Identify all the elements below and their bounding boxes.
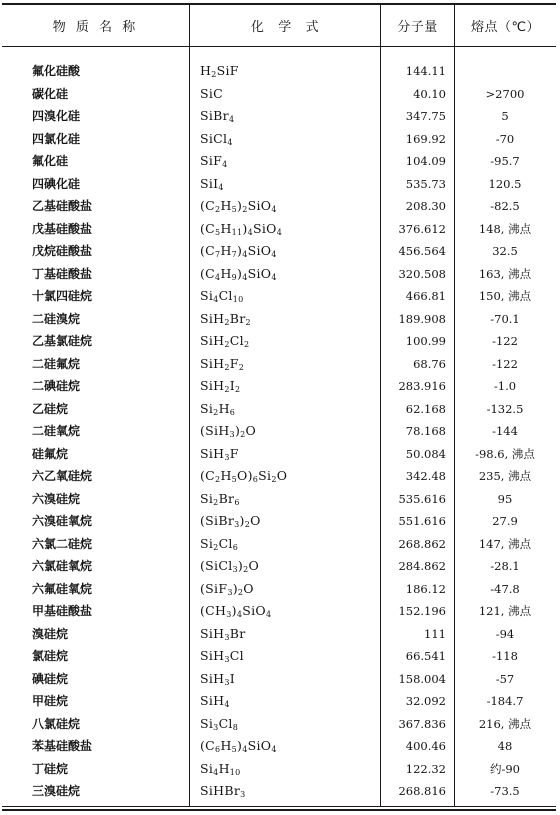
cell-name: 四碘化硅 (32, 176, 81, 191)
cell-molecular-weight: 111 (424, 626, 446, 641)
cell-melting-point: -122 (492, 356, 518, 371)
table-row (0, 623, 560, 646)
cell-name: 六氯硅氧烷 (32, 559, 93, 573)
cell-molecular-weight: 169.92 (405, 131, 446, 146)
table-row (0, 330, 560, 353)
cell-melting-point: 150, 沸点 (478, 289, 532, 303)
cell-name: 十氯四硅烷 (32, 289, 93, 303)
cell-melting-point: >2700 (485, 86, 525, 101)
cell-name: 氟化硅酸 (32, 64, 81, 78)
cell-name: 硅氟烷 (32, 446, 69, 461)
cell-name: 碳化硅 (32, 86, 69, 101)
cell-name: 四溴化硅 (32, 109, 81, 123)
table-row (0, 443, 560, 466)
cell-molecular-weight: 78.168 (405, 424, 446, 438)
header-name-text: 物 质 名 称 (52, 19, 139, 35)
cell-name: 四氯化硅 (32, 131, 81, 146)
table-row (0, 195, 560, 218)
cell-melting-point: -144 (492, 424, 518, 438)
cell-molecular-weight: 186.12 (405, 581, 446, 596)
cell-molecular-weight: 283.916 (398, 379, 446, 393)
cell-melting-point: -122 (492, 334, 518, 348)
header-name (2, 6, 189, 44)
cell-name: 六溴硅氧烷 (32, 514, 93, 528)
cell-formula: $(SiH_3)_2O$ (200, 423, 257, 439)
cell-molecular-weight: 40.10 (413, 86, 446, 101)
cell-name: 溴硅烷 (32, 626, 69, 641)
cell-molecular-weight: 50.084 (405, 446, 446, 461)
cell-formula: $(C_2H_5)_2SiO_4$ (200, 198, 277, 214)
top-rule (2, 3, 556, 5)
cell-formula: SiH$_4$ (200, 693, 230, 709)
cell-molecular-weight: 268.816 (398, 784, 446, 798)
table-row (0, 353, 560, 376)
cell-molecular-weight: 32.092 (405, 694, 446, 708)
cell-melting-point: -73.5 (490, 784, 520, 798)
cell-formula: SiH$_3$I (200, 670, 236, 687)
cell-formula: $Si_4H_{10}$ (200, 760, 241, 777)
cell-molecular-weight: 189.908 (398, 311, 446, 326)
cell-name: 氯硅烷 (32, 649, 69, 663)
cell-formula: SiH$_3$F (200, 445, 239, 462)
cell-molecular-weight: 152.196 (398, 604, 446, 618)
cell-molecular-weight: 535.616 (398, 491, 446, 506)
cell-melting-point: 32.5 (492, 244, 518, 258)
header-mp (455, 6, 556, 44)
table-row (0, 578, 560, 601)
cell-formula: $Si_2H_6$ (200, 400, 236, 417)
header-mw (381, 6, 454, 44)
cell-formula: SiH$_3$Br (200, 625, 246, 642)
table-row (0, 735, 560, 758)
cell-name: 氟化硅 (32, 154, 69, 168)
table-row (0, 308, 560, 331)
cell-formula: $Si_3Cl_8$ (200, 715, 239, 732)
table-row (0, 713, 560, 736)
table-body (0, 60, 560, 803)
cell-molecular-weight: 68.76 (413, 356, 446, 371)
cell-formula: SiH$_3$Cl (200, 648, 244, 664)
cell-melting-point: 27.9 (492, 514, 518, 528)
table-row (0, 668, 560, 691)
cell-formula: $SiH_2Br_2$ (200, 310, 251, 327)
cell-formula: $(SiCl_3)_2O$ (200, 558, 260, 574)
cell-melting-point: 5 (501, 109, 509, 123)
table-row (0, 60, 560, 83)
cell-name: 六氯二硅烷 (32, 536, 93, 551)
cell-melting-point: -28.1 (490, 559, 520, 573)
cell-formula: $Si_4Cl_{10}$ (200, 288, 244, 304)
cell-name: 二硅氟烷 (32, 356, 81, 371)
table-row (0, 263, 560, 286)
table-row (0, 758, 560, 781)
cell-name: 乙基硅酸盐 (32, 199, 93, 213)
header-rule (2, 46, 556, 47)
cell-melting-point: -70.1 (490, 311, 520, 326)
table-row (0, 555, 560, 578)
cell-name: 甲硅烷 (32, 694, 69, 708)
cell-melting-point: 120.5 (488, 176, 522, 191)
table-row (0, 240, 560, 263)
table-row (0, 533, 560, 556)
cell-name: 乙基氯硅烷 (32, 334, 93, 348)
cell-name: 戊基硅酸盐 (32, 221, 93, 236)
cell-formula: $(C_7H_7)_4SiO_4$ (200, 243, 277, 259)
cell-name: 碘硅烷 (32, 671, 69, 686)
table-row (0, 510, 560, 533)
cell-name: 苯基硅酸盐 (32, 739, 93, 753)
cell-name: 二碘硅烷 (32, 379, 81, 393)
cell-name: 丁硅烷 (32, 761, 69, 776)
cell-melting-point: -94 (495, 626, 515, 641)
cell-molecular-weight: 104.09 (405, 154, 446, 168)
cell-name: 六乙氧硅烷 (32, 469, 93, 483)
cell-formula: $Si_2Br_6$ (200, 490, 240, 507)
cell-melting-point: -70 (495, 131, 515, 146)
table-row (0, 83, 560, 106)
cell-molecular-weight: 66.541 (405, 649, 446, 663)
cell-molecular-weight: 367.836 (398, 716, 446, 731)
cell-melting-point: -95.7 (490, 154, 520, 168)
table-row (0, 285, 560, 308)
cell-name: 六氟硅氧烷 (32, 581, 93, 596)
cell-formula: SiI$_4$ (200, 175, 224, 192)
cell-molecular-weight: 144.11 (405, 64, 446, 78)
table-row (0, 465, 560, 488)
cell-melting-point: 约-90 (489, 761, 521, 776)
cell-formula: $H_2SiF$ (200, 63, 239, 79)
table-row (0, 420, 560, 443)
table-row (0, 128, 560, 151)
table-row (0, 150, 560, 173)
cell-molecular-weight: 551.616 (398, 514, 446, 528)
cell-formula: $(SiBr_3)_2O$ (200, 513, 261, 529)
cell-melting-point: -57 (495, 671, 515, 686)
table-row (0, 375, 560, 398)
cell-melting-point: -184.7 (486, 694, 524, 708)
cell-name: 二硅氧烷 (32, 424, 81, 438)
bottom-rule (2, 806, 556, 807)
cell-molecular-weight: 62.168 (405, 401, 446, 416)
cell-molecular-weight: 100.99 (405, 334, 446, 348)
cell-name: 丁基硅酸盐 (32, 266, 93, 281)
cell-name: 八氯硅烷 (32, 716, 81, 731)
cell-melting-point: -118 (492, 649, 518, 663)
cell-formula: $(C_4H_9)_4SiO_4$ (200, 265, 277, 282)
cell-melting-point: 48 (497, 739, 513, 753)
cell-formula: $(C_2H_5O)_6Si_2O$ (200, 468, 288, 484)
cell-formula: $(C_5H_{11})_4SiO_4$ (200, 220, 283, 237)
table-row (0, 398, 560, 421)
cell-name: 乙硅烷 (32, 401, 69, 416)
cell-molecular-weight: 400.46 (405, 739, 446, 753)
table-row (0, 690, 560, 713)
header-formula (190, 6, 380, 44)
table-row (0, 645, 560, 668)
cell-molecular-weight: 320.508 (398, 266, 446, 281)
cell-formula: $(C_6H_5)_4SiO_4$ (200, 738, 277, 754)
cell-name: 二硅溴烷 (32, 311, 81, 326)
table-row (0, 780, 560, 803)
cell-melting-point: -98.6, 沸点 (475, 446, 535, 461)
cell-formula: SiC (200, 85, 224, 101)
cell-molecular-weight: 347.75 (405, 109, 446, 123)
cell-molecular-weight: 535.73 (405, 176, 446, 191)
table-row (0, 600, 560, 623)
cell-molecular-weight: 376.612 (398, 221, 446, 236)
cell-molecular-weight: 208.30 (405, 199, 446, 213)
cell-molecular-weight: 456.564 (398, 244, 446, 258)
cell-formula: SiBr$_4$ (200, 108, 235, 124)
header-mp-text: 熔点（℃） (470, 19, 541, 35)
cell-formula: $(SiF_3)_2O$ (200, 580, 254, 597)
cell-molecular-weight: 342.48 (405, 469, 446, 483)
cell-melting-point: -82.5 (490, 199, 520, 213)
cell-melting-point: 147, 沸点 (478, 536, 532, 551)
cell-melting-point: 121, 沸点 (478, 604, 532, 618)
cell-formula: $(CH_3)_4SiO_4$ (200, 603, 272, 619)
cell-name: 三溴硅烷 (32, 784, 81, 798)
cell-formula: $SiH_2I_2$ (200, 378, 241, 394)
cell-name: 戊烷硅酸盐 (32, 244, 93, 258)
cell-formula: $SiH_2Cl_2$ (200, 333, 250, 349)
cell-melting-point: 95 (497, 491, 513, 506)
cell-molecular-weight: 122.32 (405, 761, 446, 776)
cell-name: 六溴硅烷 (32, 491, 81, 506)
table-row (0, 218, 560, 241)
cell-formula: SiCl$_4$ (200, 130, 233, 147)
cell-molecular-weight: 284.862 (398, 559, 446, 573)
cell-molecular-weight: 158.004 (398, 671, 446, 686)
cell-melting-point: 148, 沸点 (478, 221, 532, 236)
cell-melting-point: -132.5 (486, 401, 524, 416)
cell-melting-point: 235, 沸点 (478, 469, 532, 483)
cell-formula: $SiH_2F_2$ (200, 355, 245, 372)
header-formula-text: 化 学 式 (250, 19, 320, 35)
cell-melting-point: -47.8 (490, 581, 520, 596)
cell-formula: SiF$_4$ (200, 153, 228, 169)
table-row (0, 105, 560, 128)
bottom-rule-double (2, 809, 556, 811)
cell-formula: $Si_2Cl_6$ (200, 535, 239, 552)
cell-molecular-weight: 268.862 (398, 536, 446, 551)
cell-name: 甲基硅酸盐 (32, 604, 93, 618)
cell-formula: SiHBr$_3$ (200, 783, 246, 799)
table-row (0, 173, 560, 196)
header-mw-text: 分子量 (397, 19, 438, 35)
cell-melting-point: -1.0 (493, 379, 517, 393)
table-row (0, 488, 560, 511)
cell-melting-point: 163, 沸点 (478, 266, 532, 281)
cell-molecular-weight: 466.81 (405, 289, 446, 303)
cell-melting-point: 216, 沸点 (478, 716, 532, 731)
